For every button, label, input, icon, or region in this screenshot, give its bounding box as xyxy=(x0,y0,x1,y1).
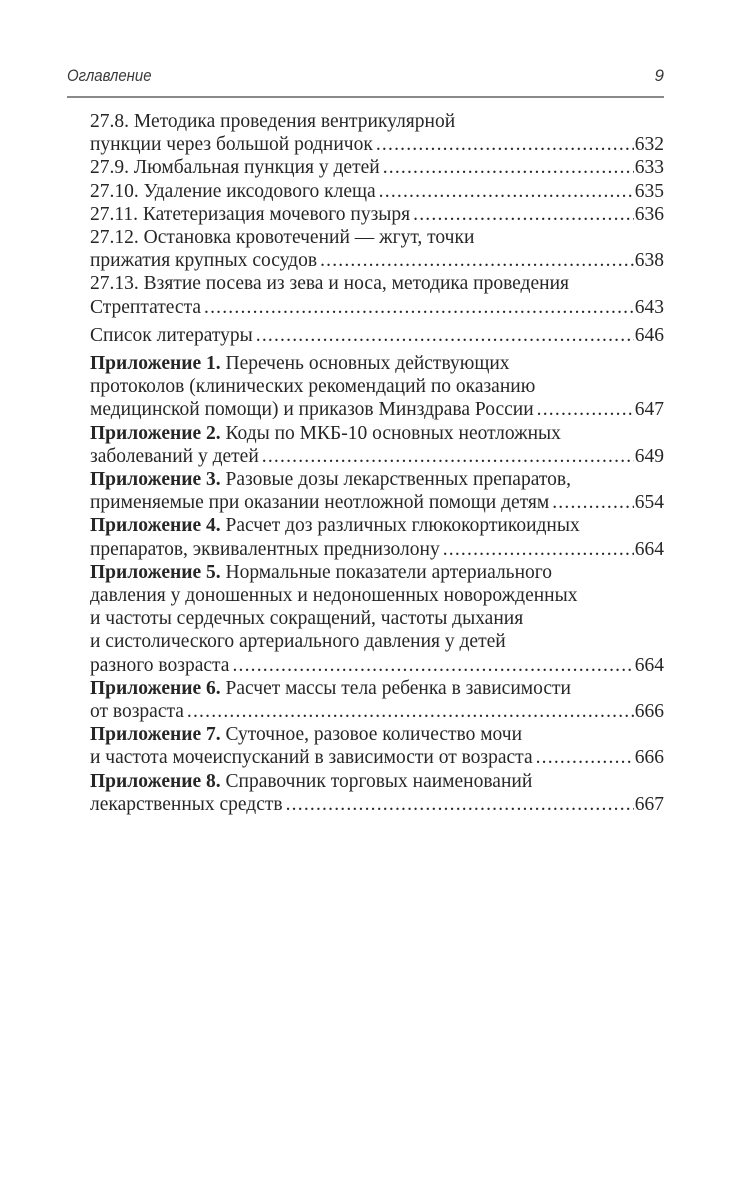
toc-entry-text xyxy=(90,793,283,816)
toc-entry-title: от возраста xyxy=(90,701,184,723)
toc-entry[interactable] xyxy=(90,677,664,723)
toc-page-number[interactable]: 636 xyxy=(634,203,664,225)
toc-entry-line xyxy=(90,538,664,561)
toc-entry-title: Разовые дозы лекарственных препаратов, xyxy=(220,469,571,491)
toc-entry-line xyxy=(90,793,664,816)
toc-entry-text xyxy=(90,538,440,561)
toc-entry-title: лекарственных средств xyxy=(90,793,283,815)
toc-entry-line xyxy=(90,514,664,537)
toc-entry-text xyxy=(90,398,534,421)
dot-leader xyxy=(413,203,634,226)
toc-entry-line xyxy=(90,607,664,630)
toc-entry[interactable] xyxy=(90,203,664,226)
toc-entry-text xyxy=(90,469,571,490)
appendix-label: Приложение 6. xyxy=(90,677,221,699)
table-of-contents xyxy=(90,110,664,816)
toc-entry-line xyxy=(90,630,664,653)
dot-leader xyxy=(256,324,634,347)
toc-entry-line xyxy=(90,584,664,607)
toc-entry-title: применяемые при оказании неотложной помощи детям xyxy=(90,492,550,514)
toc-entry-text xyxy=(90,585,577,606)
toc-entry-title: Коды по МКБ-10 основных неотложных xyxy=(220,422,561,444)
toc-entry-text xyxy=(90,724,522,745)
toc-entry-title: Расчет доз различных глюкокортикоидных xyxy=(220,515,580,537)
toc-entry-text xyxy=(90,273,569,294)
toc-entry[interactable] xyxy=(90,468,664,514)
appendix-label: Приложение 4. xyxy=(90,515,221,537)
toc-entry-title: и частоты сердечных сокращений, частоты дыхания xyxy=(90,608,524,630)
toc-entry-line xyxy=(90,723,664,746)
toc-entry-title: 27.12. Остановка кровотечений — жгут, точки xyxy=(90,227,475,249)
header-rule xyxy=(67,96,664,98)
toc-entry-line xyxy=(90,156,664,179)
toc-entry-line xyxy=(90,422,664,445)
toc-entry-title: Суточное, разовое количество мочи xyxy=(220,724,523,746)
toc-page-number[interactable]: 643 xyxy=(634,296,664,318)
toc-entry-title: 27.11. Катетеризация мочевого пузыря xyxy=(90,203,411,225)
toc-page-number[interactable]: 666 xyxy=(634,747,664,769)
toc-entry-text xyxy=(90,376,535,397)
toc-entry-line xyxy=(90,203,664,226)
toc-entry-text xyxy=(90,746,533,769)
toc-entry-title: Стрептатеста xyxy=(90,296,201,318)
page-number: 9 xyxy=(654,66,664,85)
toc-entry-text xyxy=(90,324,253,347)
dot-leader xyxy=(262,445,634,468)
toc-entry[interactable] xyxy=(90,156,664,179)
toc-page-number[interactable]: 647 xyxy=(634,399,664,421)
dot-leader xyxy=(383,156,634,179)
toc-entry-line xyxy=(90,272,664,295)
toc-entry-line xyxy=(90,677,664,700)
dot-leader xyxy=(536,746,634,769)
running-head xyxy=(67,66,592,90)
toc-entry-line xyxy=(90,770,664,793)
toc-entry[interactable] xyxy=(90,226,664,272)
toc-entry-title: Расчет массы тела ребенка в зависимости xyxy=(220,677,571,699)
toc-entry-title: Список литературы xyxy=(90,324,253,346)
toc-page-number[interactable]: 649 xyxy=(634,445,664,467)
toc-entry[interactable] xyxy=(90,324,664,347)
toc-entry[interactable] xyxy=(90,561,664,677)
toc-entry-title: медицинской помощи) и приказов Минздрава России xyxy=(90,399,534,421)
toc-entry-title: Справочник торговых наименований xyxy=(220,770,533,792)
appendix-label: Приложение 7. xyxy=(90,724,221,746)
toc-entry-line xyxy=(90,561,664,584)
dot-leader xyxy=(443,538,634,561)
dot-leader xyxy=(187,700,634,723)
toc-entry-text xyxy=(90,353,510,374)
toc-entry-title: прижатия крупных сосудов xyxy=(90,250,318,272)
toc-entry-text xyxy=(90,111,455,132)
toc-page-number[interactable]: 666 xyxy=(634,701,664,723)
toc-page-number[interactable]: 635 xyxy=(634,180,664,202)
appendix-label: Приложение 8. xyxy=(90,770,221,792)
toc-entry-text xyxy=(90,227,474,248)
appendix-label: Приложение 2. xyxy=(90,422,221,444)
toc-entry-line xyxy=(90,375,664,398)
toc-entry-line xyxy=(90,324,664,347)
toc-page-number[interactable]: 667 xyxy=(634,793,664,815)
toc-entry-title: разного возраста xyxy=(90,654,230,676)
toc-entry-text xyxy=(90,608,523,629)
dot-leader xyxy=(552,491,634,514)
toc-entry-title: препаратов, эквивалентных преднизолону xyxy=(90,538,440,560)
dot-leader xyxy=(204,296,634,319)
toc-entry-title: Перечень основных действующих xyxy=(220,353,510,375)
toc-entry-line xyxy=(90,491,664,514)
toc-entry-title: 27.9. Люмбальная пункция у детей xyxy=(90,157,380,179)
toc-entry[interactable] xyxy=(90,272,664,318)
toc-entry-line xyxy=(90,700,664,723)
toc-entry-line xyxy=(90,180,664,203)
dot-leader xyxy=(320,249,634,272)
toc-entry-title: 27.8. Методика проведения вентрикулярной xyxy=(90,111,456,132)
appendix-label: Приложение 1. xyxy=(90,353,221,375)
toc-entry-line xyxy=(90,398,664,421)
toc-entry-line xyxy=(90,110,664,133)
toc-page-number[interactable]: 654 xyxy=(634,492,664,514)
toc-entry-title: протоколов (клинических рекомендаций по оказанию xyxy=(90,376,536,398)
toc-entry-text xyxy=(90,156,380,179)
toc-entry[interactable] xyxy=(90,723,664,769)
toc-entry-text xyxy=(90,423,561,444)
toc-entry-text xyxy=(90,180,376,203)
toc-page-number[interactable]: 646 xyxy=(634,324,664,346)
toc-page-number[interactable]: 664 xyxy=(634,538,664,560)
toc-entry-text xyxy=(90,771,532,792)
toc-entry-line xyxy=(90,133,664,156)
toc-entry[interactable] xyxy=(90,770,664,816)
toc-entry-text xyxy=(90,296,201,319)
dot-leader xyxy=(286,793,634,816)
toc-entry[interactable] xyxy=(90,180,664,203)
toc-page-number[interactable]: 632 xyxy=(634,134,664,156)
toc-entry-text xyxy=(90,678,571,699)
toc-entry-title: пункции через большой родничок xyxy=(90,134,373,156)
toc-entry-text xyxy=(90,133,373,156)
toc-entry[interactable] xyxy=(90,110,664,156)
toc-page-number[interactable]: 633 xyxy=(634,157,664,179)
dot-leader xyxy=(537,398,634,421)
toc-entry-line xyxy=(90,445,664,468)
dot-leader xyxy=(232,654,633,677)
toc-entry-title: 27.13. Взятие посева из зева и носа, методика проведения xyxy=(90,273,569,295)
running-head-title: Оглавление xyxy=(67,66,152,85)
toc-entry-text xyxy=(90,700,184,723)
toc-entry-text xyxy=(90,562,552,583)
toc-entry[interactable] xyxy=(90,352,664,422)
toc-entry-line xyxy=(90,468,664,491)
toc-entry[interactable] xyxy=(90,514,664,560)
dot-leader xyxy=(379,180,634,203)
toc-entry-line xyxy=(90,296,664,319)
toc-entry-text xyxy=(90,515,580,536)
toc-entry-text xyxy=(90,491,549,514)
toc-entry-title: и частота мочеиспусканий в зависимости от возраста xyxy=(90,747,533,769)
toc-entry-title: 27.10. Удаление иксодового клеща xyxy=(90,180,376,202)
toc-entry-line xyxy=(90,249,664,272)
appendix-label: Приложение 5. xyxy=(90,561,221,583)
toc-entry-text xyxy=(90,631,506,652)
toc-entry-title: давления у доношенных и недоношенных новорожденных xyxy=(90,585,578,607)
toc-entry-title: Нормальные показатели артериального xyxy=(220,561,553,583)
toc-entry-text xyxy=(90,249,317,272)
toc-entry-text xyxy=(90,654,229,677)
appendix-label: Приложение 3. xyxy=(90,469,221,491)
toc-entry[interactable] xyxy=(90,422,664,468)
toc-entry-title: и систолического артериального давления у детей xyxy=(90,631,506,653)
toc-entry-line xyxy=(90,226,664,249)
dot-leader xyxy=(376,133,634,156)
toc-entry-text xyxy=(90,445,259,468)
toc-entry-line xyxy=(90,746,664,769)
toc-entry-title: заболеваний у детей xyxy=(90,445,259,467)
toc-entry-line xyxy=(90,352,664,375)
toc-entry-text xyxy=(90,203,410,226)
toc-page-number[interactable]: 638 xyxy=(634,250,664,272)
toc-page-number[interactable]: 664 xyxy=(634,654,664,676)
toc-entry-line xyxy=(90,654,664,677)
